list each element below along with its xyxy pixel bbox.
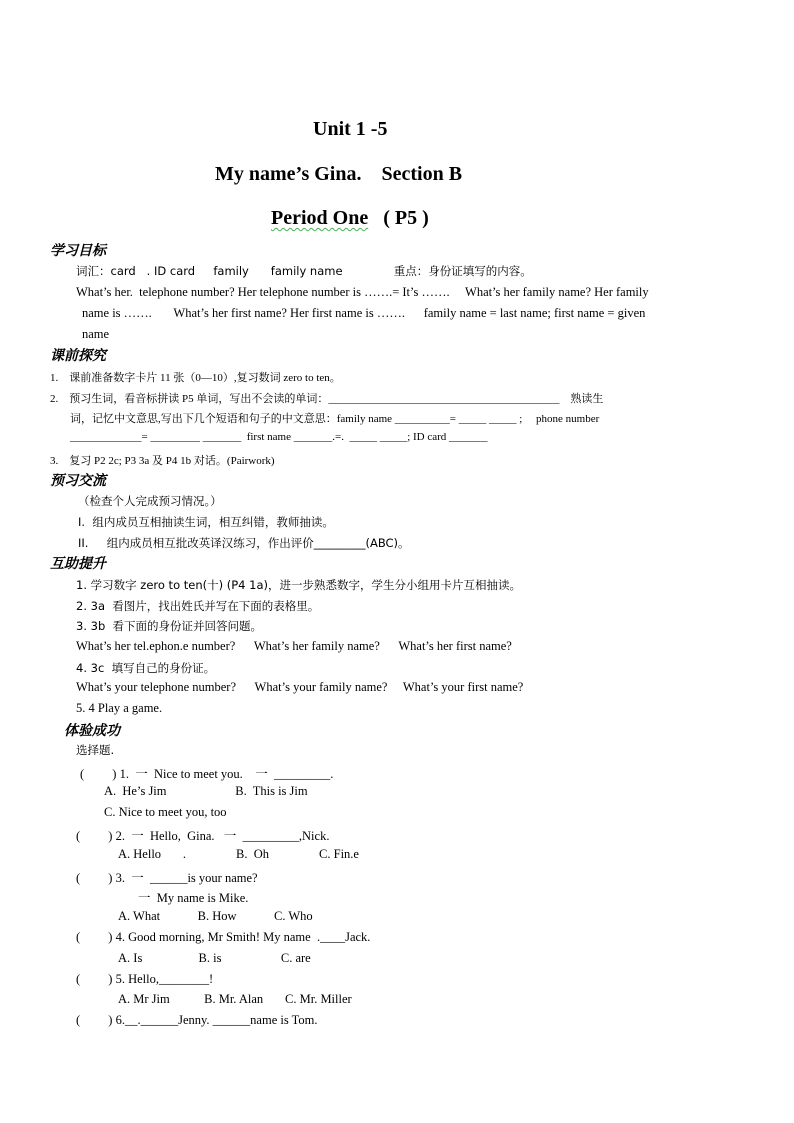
preview-item-1: 1. 课前准备数字卡片 11 张（0—10）,复习数词 zero to ten。 (50, 372, 341, 384)
success-intro: 选择题. (76, 743, 115, 757)
exchange-line-1: （检查个人完成预习情况。） (78, 494, 222, 508)
question-5-options: A. Mr Jim B. Mr. Alan C. Mr. Miller (118, 992, 352, 1006)
question-1: ( ) 1. 一 Nice to meet you. 一 _________. (80, 767, 334, 781)
improve-line-7: 5. 4 Play a game. (76, 701, 163, 715)
improve-line-3: 3. 3b 看下面的身份证并回答问题。 (76, 619, 263, 633)
question-2-options: A. Hello . B. Oh C. Fin.e (118, 847, 359, 861)
question-4: ( ) 4. Good morning, Mr Smith! My name .____Jack. (76, 930, 371, 944)
goals-line-2: What’s her. telephone number? Her telephone number is …….= It’s ……. What’s her family name? Her family (76, 285, 649, 299)
improve-line-4: What’s her tel.ephon.e number? What’s her family name? What’s her first name? (76, 639, 512, 653)
improve-line-2: 2. 3a 看图片，找出姓氏并写在下面的表格里。 (76, 599, 320, 613)
exchange-heading: 预习交流 (50, 473, 106, 489)
improve-heading: 互助提升 (50, 556, 106, 572)
improve-line-5: 4. 3c 填写自己的身份证。 (76, 661, 216, 675)
question-3-reply: 一 My name is Mike. (138, 891, 249, 905)
unit-title: Unit 1 -5 (313, 118, 388, 140)
question-3: ( ) 3. 一 ______is your name? (76, 871, 258, 885)
preview-item-2c: _____________= _________ _______ first name _______.=. _____ _____; ID card _______ (70, 431, 488, 443)
improve-line-6: What’s your telephone number? What’s your family name? What’s your first name? (76, 680, 524, 694)
period-title-main: Period One (271, 207, 369, 229)
preview-item-2a: 2. 预习生词，看音标拼读 P5 单词，写出不会读的单词：__________________________________________ 熟读生 (50, 393, 604, 405)
lesson-title: My name’s Gina. Section B (215, 163, 463, 185)
preview-heading: 课前探究 (50, 348, 106, 364)
question-2: ( ) 2. 一 Hello, Gina. 一 _________,Nick. (76, 829, 330, 843)
exchange-line-2: I. 组内成员互相抽读生词，相互纠错，教师抽读。 (78, 515, 334, 529)
exchange-line-3: II. 组内成员相互批改英译汉练习，作出评价_________(ABC)。 (78, 536, 410, 550)
period-title (271, 207, 429, 230)
question-6: ( ) 6.__.______Jenny. ______name is Tom. (76, 1013, 318, 1027)
success-heading: 体验成功 (64, 723, 120, 739)
goals-line-4: name (82, 327, 110, 341)
preview-item-2b: 词，记忆中文意思,写出下几个短语和句子的中文意思：family name __________= _____ _____ ; phone number (70, 413, 600, 425)
question-5: ( ) 5. Hello,________! (76, 972, 214, 986)
question-1-options-a: A. He’s Jim B. This is Jim (104, 784, 308, 798)
question-3-options: A. What B. How C. Who (118, 909, 313, 923)
goals-line-3: name is ……. What’s her first name? Her first name is ……. family name = last name; first name = given (82, 306, 646, 320)
question-1-options-b: C. Nice to meet you, too (104, 805, 227, 819)
goals-line-1: 词汇：card . ID card family family name 重点：身份证填写的内容。 (76, 264, 532, 278)
period-title-page: ( P5 ) (368, 207, 429, 229)
improve-line-1: 1. 学习数字 zero to ten(十) (P4 1a)，进一步熟悉数字，学生分小组用卡片互相抽读。 (76, 578, 522, 592)
preview-item-3: 3. 复习 P2 2c; P3 3a 及 P4 1b 对话。(Pairwork) (50, 455, 275, 467)
goals-heading: 学习目标 (50, 243, 106, 259)
question-4-options: A. Is B. is C. are (118, 951, 311, 965)
